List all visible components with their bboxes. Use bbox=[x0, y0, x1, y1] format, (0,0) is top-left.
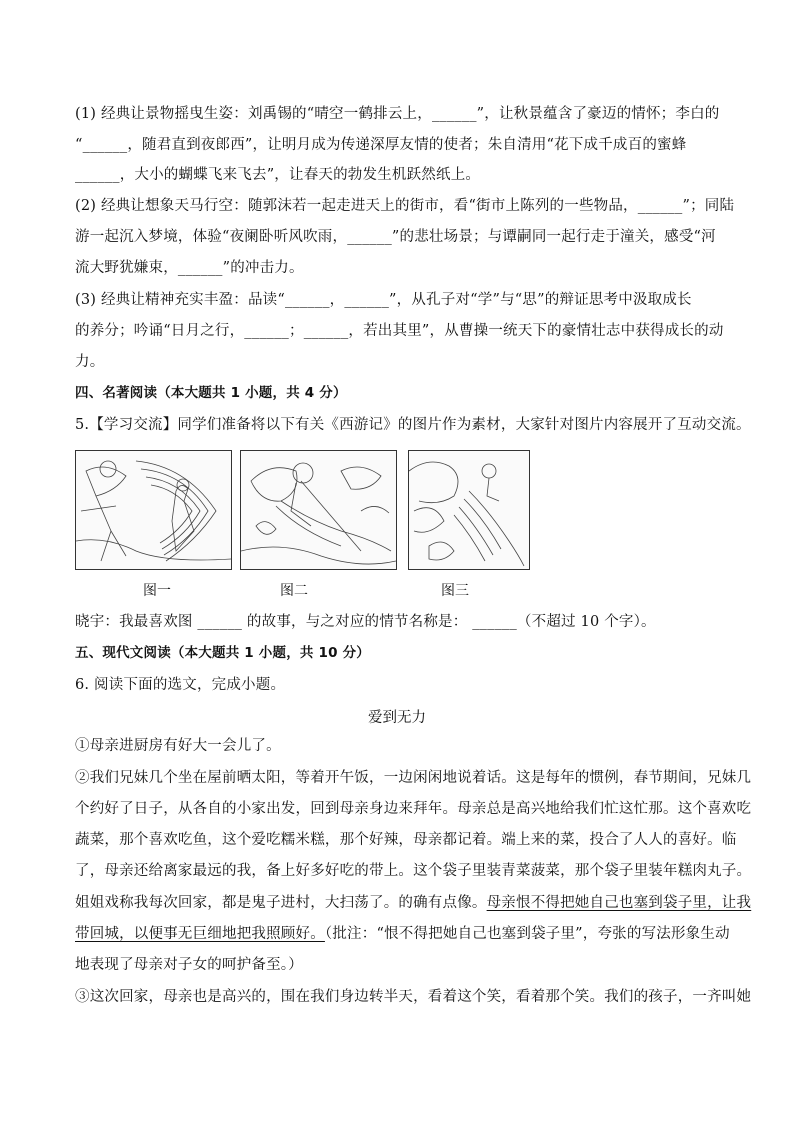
underlined-sentence-part-2: 带回城，以便事无巨细地把我照顾好。 bbox=[75, 926, 325, 942]
paragraph-2-line-2: 个约好了日子，从各自的小家出发，回到母亲身边来拜年。母亲总是高兴地给我们忙这忙那。这个喜欢吃 bbox=[75, 801, 752, 817]
paragraph-2-line-7: 地表现了母亲对子女的呵护备至。） bbox=[75, 957, 303, 973]
section-4-title: 四、名著阅读 bbox=[75, 385, 158, 401]
paragraph-2-line-5 bbox=[75, 893, 752, 913]
poem-question-line-9: 力。 bbox=[75, 354, 105, 370]
poem-question-line-7: (3) 经典让精神充实丰盈：品读“______，______”，从孔子对“学”与“思”的辩证思考中汲取成长 bbox=[75, 292, 692, 308]
poem-question-line-2: “______，随君直到夜郎西”，让明月成为传递深厚友情的使者；朱自清用“花下成千成百的蜜蜂 bbox=[75, 137, 687, 153]
poem-question-line-5: 游一起沉入梦境，体验“夜阑卧听风吹雨，______”的悲壮场景；与谭嗣同一起行走于潼关，感受“河 bbox=[75, 229, 716, 245]
figure-3-caption: 图三 bbox=[441, 583, 469, 599]
section-4-heading bbox=[75, 383, 725, 403]
figure-1-image bbox=[75, 450, 232, 570]
section-5-heading bbox=[75, 643, 725, 663]
figure-2-image bbox=[240, 450, 397, 570]
paragraph-2-line-3: 蔬菜，那个喜欢吃鱼，这个爱吃糯米糕，那个好辣，母亲都记着。端上来的菜，投合了人人的喜好。临 bbox=[75, 832, 737, 848]
question-5-text: 5.【学习交流】同学们准备将以下有关《西游记》的图片作为素材，大家针对图片内容展开了互动交流。 bbox=[75, 417, 751, 433]
poem-question-line-8: 的养分；吟诵“日月之行，______；______，若出其里”，从曹操一统天下的豪情壮志中获得成长的动 bbox=[75, 323, 724, 339]
section-4-note: （本大题共 1 小题，共 4 分） bbox=[157, 385, 347, 401]
poem-question-line-3: ______，大小的蝴蝶飞来飞去”，让春天的勃发生机跃然纸上。 bbox=[75, 167, 481, 183]
paragraph-2-line-1: ②我们兄妹几个坐在屋前晒太阳，等着开午饭，一边闲闲地说着话。这是每年的惯例，春节期间，兄妹几 bbox=[75, 770, 752, 786]
underlined-sentence-part-1: 母亲恨不得把她自己也塞到袋子里，让我 bbox=[486, 895, 752, 911]
annotation-text: （批注：“恨不得把她自己也塞到袋子里”，夸张的写法形象生动 bbox=[324, 926, 730, 942]
figure-1-caption: 图一 bbox=[143, 583, 171, 599]
poem-question-line-4: (2) 经典让想象天马行空：随郭沫若一起走进天上的街市，看“街市上陈列的一些物品，______”；同陆 bbox=[75, 198, 735, 214]
section-5-title: 五、现代文阅读 bbox=[75, 645, 171, 661]
poem-question-line-6: 流大野犹嫌束，______”的冲击力。 bbox=[75, 260, 304, 276]
paragraph-2-line-5-text: 姐姐戏称我每次回家，都是鬼子进村，大扫荡了。的确有点像。 bbox=[75, 895, 487, 911]
paragraph-2-line-4: 了，母亲还给离家最远的我，备上好多好吃的带上。这个袋子里装青菜菠菜，那个袋子里装年糕肉丸子。 bbox=[75, 863, 752, 879]
paragraph-1: ①母亲进厨房有好大一会儿了。 bbox=[75, 738, 281, 754]
figure-3-image bbox=[408, 450, 530, 570]
poem-question-line-1: (1) 经典让景物摇曳生姿：刘禹锡的“晴空一鹤排云上，______”，让秋景蕴含了豪迈的情怀；李白的 bbox=[75, 106, 720, 122]
question-6-text: 6. 阅读下面的选文，完成小题。 bbox=[75, 677, 286, 693]
paragraph-2-line-6 bbox=[75, 924, 730, 944]
question-5-answer-line: 晓宇：我最喜欢图 ______ 的故事，与之对应的情节名称是： ______（不超过 10 个字）。 bbox=[75, 614, 656, 630]
figure-2-caption: 图二 bbox=[280, 583, 308, 599]
article-title: 爱到无力 bbox=[368, 710, 426, 726]
section-5-note: （本大题共 1 小题，共 10 分） bbox=[170, 645, 370, 661]
paragraph-3: ③这次回家，母亲也是高兴的，围在我们身边转半天，看着这个笑，看着那个笑。我们的孩子，一齐叫她 bbox=[75, 989, 752, 1005]
